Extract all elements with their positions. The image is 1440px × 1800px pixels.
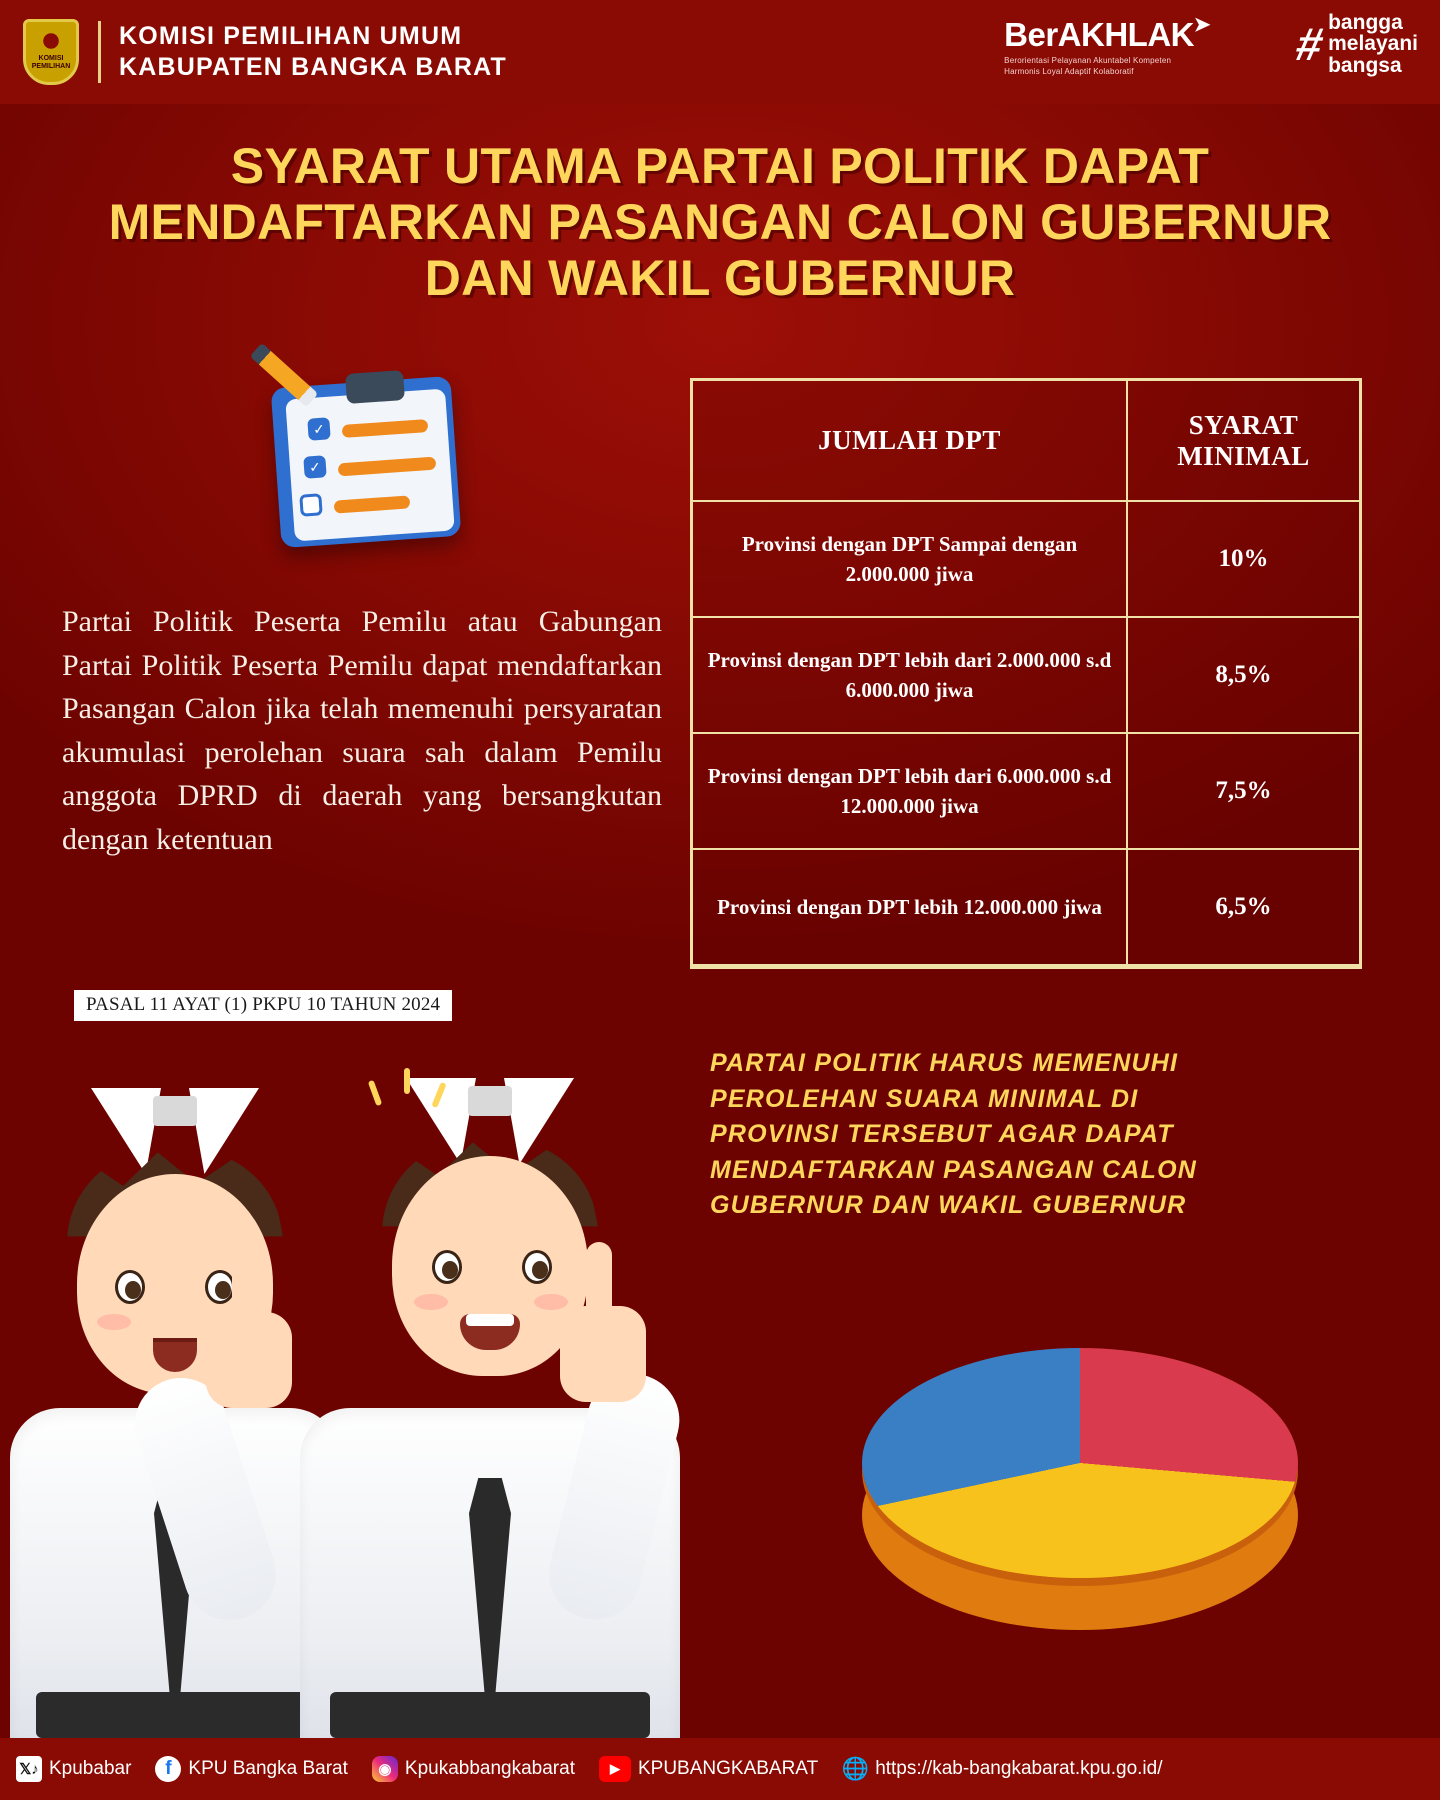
legal-reference-badge: PASAL 11 AYAT (1) PKPU 10 TAHUN 2024 <box>74 990 452 1021</box>
institution-line-1: KOMISI PEMILIHAN UMUM <box>119 21 463 50</box>
pie-chart-disc <box>862 1348 1298 1578</box>
footer-item-instagram[interactable] <box>372 1756 575 1782</box>
table-row <box>693 849 1359 965</box>
note-line-1: PARTAI POLITIK HARUS MEMENUHI <box>710 1049 1179 1077</box>
table-header-syarat: SYARAT MINIMAL <box>1127 381 1359 501</box>
footer-label-tiktok-x: Kpubabar <box>49 1758 132 1779</box>
institution-line-2: KABUPATEN BANGKA BARAT <box>119 53 507 81</box>
character-left <box>10 1088 340 1738</box>
table-cell-syarat: 6,5% <box>1127 849 1359 965</box>
character-illustration <box>0 1038 760 1738</box>
footer-item-facebook[interactable] <box>155 1756 347 1782</box>
note-line-4: MENDAFTARKAN PASANGAN CALON <box>710 1155 1198 1184</box>
berakhlak-tagline-2: Harmonis Loyal Adaptif Kolaboratif <box>1004 67 1134 76</box>
table-cell-syarat: 10% <box>1127 501 1359 617</box>
bangga-word-3: bangsa <box>1328 53 1402 77</box>
footer-label-website: https://kab-bangkabarat.kpu.go.id/ <box>875 1758 1163 1779</box>
spark-icon <box>404 1068 410 1094</box>
bangga-melayani-bangsa-logo <box>1290 11 1418 77</box>
table-cell-dpt: Provinsi dengan DPT lebih dari 2.000.000 s.d 6.000.000 jiwa <box>693 617 1127 733</box>
berakhlak-brand <box>1004 14 1210 54</box>
table-cell-syarat: 7,5% <box>1127 733 1359 849</box>
footer-label-facebook: KPU Bangka Barat <box>188 1758 348 1779</box>
institution-name <box>119 21 507 84</box>
table-row <box>693 733 1359 849</box>
character-right <box>300 1078 680 1738</box>
hashtag-icon: # <box>1290 18 1328 71</box>
footer-item-website[interactable] <box>842 1756 1162 1782</box>
x-tiktok-icon: 𝕏♪ <box>16 1756 42 1782</box>
berakhlak-arrow-icon: ➤ <box>1193 14 1210 36</box>
bangga-word-1: bangga <box>1328 11 1403 34</box>
table-header-row <box>693 381 1359 501</box>
footer-label-instagram: Kpukabbangkabarat <box>404 1758 575 1779</box>
social-footer <box>0 1738 1440 1800</box>
intro-paragraph: Partai Politik Peserta Pemilu atau Gabungan Partai Politik Peserta Pemilu dapat mendaftarkan Pasangan Calon jika telah memenuhi persyaratan akumulasi perolehan suara sah dalam Pemilu anggota DPRD di daerah yang bersangkutan dengan ketentuan <box>62 605 662 856</box>
facebook-icon: f <box>155 1756 181 1782</box>
table-header-dpt: JUMLAH DPT <box>693 381 1127 501</box>
berakhlak-logo <box>1004 14 1210 76</box>
youtube-icon: ▶ <box>599 1756 631 1782</box>
footer-label-youtube: KPUBANGKABARAT <box>637 1758 819 1779</box>
header-divider <box>98 21 101 83</box>
note-line-2: PEROLEHAN SUARA MINIMAL DI <box>710 1084 1139 1113</box>
page-header <box>0 0 1440 104</box>
berakhlak-tagline-1: Berorientasi Pelayanan Akuntabel Kompeten <box>1004 56 1172 65</box>
clipboard-checklist-icon: ✓ ✓ <box>238 360 470 550</box>
table-cell-dpt: Provinsi dengan DPT lebih 12.000.000 jiwa <box>693 849 1127 965</box>
highlight-note <box>710 1046 1350 1224</box>
note-line-3: PROVINSI TERSEBUT AGAR DAPAT <box>710 1120 1174 1148</box>
berakhlak-brand-text: BerAKHLAK <box>1004 16 1194 53</box>
table-cell-syarat: 8,5% <box>1127 617 1359 733</box>
instagram-icon: ◉ <box>372 1756 398 1782</box>
bangga-word-2: melayani <box>1328 32 1418 56</box>
page-title: SYARAT UTAMA PARTAI POLITIK DAPAT MENDAFTARKAN PASANGAN CALON GUBERNUR DAN WAKIL GUBERNUR <box>108 138 1332 306</box>
footer-item-tiktok-x[interactable] <box>16 1756 131 1782</box>
note-line-5: GUBERNUR DAN WAKIL GUBERNUR <box>710 1191 1187 1219</box>
table-row <box>693 501 1359 617</box>
requirements-table <box>690 378 1362 969</box>
pie-chart <box>840 1250 1320 1650</box>
footer-item-youtube[interactable] <box>599 1756 818 1782</box>
kpu-logo-icon: KOMISI PEMILIHAN <box>20 16 82 88</box>
table-cell-dpt: Provinsi dengan DPT lebih dari 6.000.000 s.d 12.000.000 jiwa <box>693 733 1127 849</box>
globe-icon: 🌐 <box>841 1756 869 1781</box>
table-row <box>693 617 1359 733</box>
table-cell-dpt: Provinsi dengan DPT Sampai dengan 2.000.000 jiwa <box>693 501 1127 617</box>
